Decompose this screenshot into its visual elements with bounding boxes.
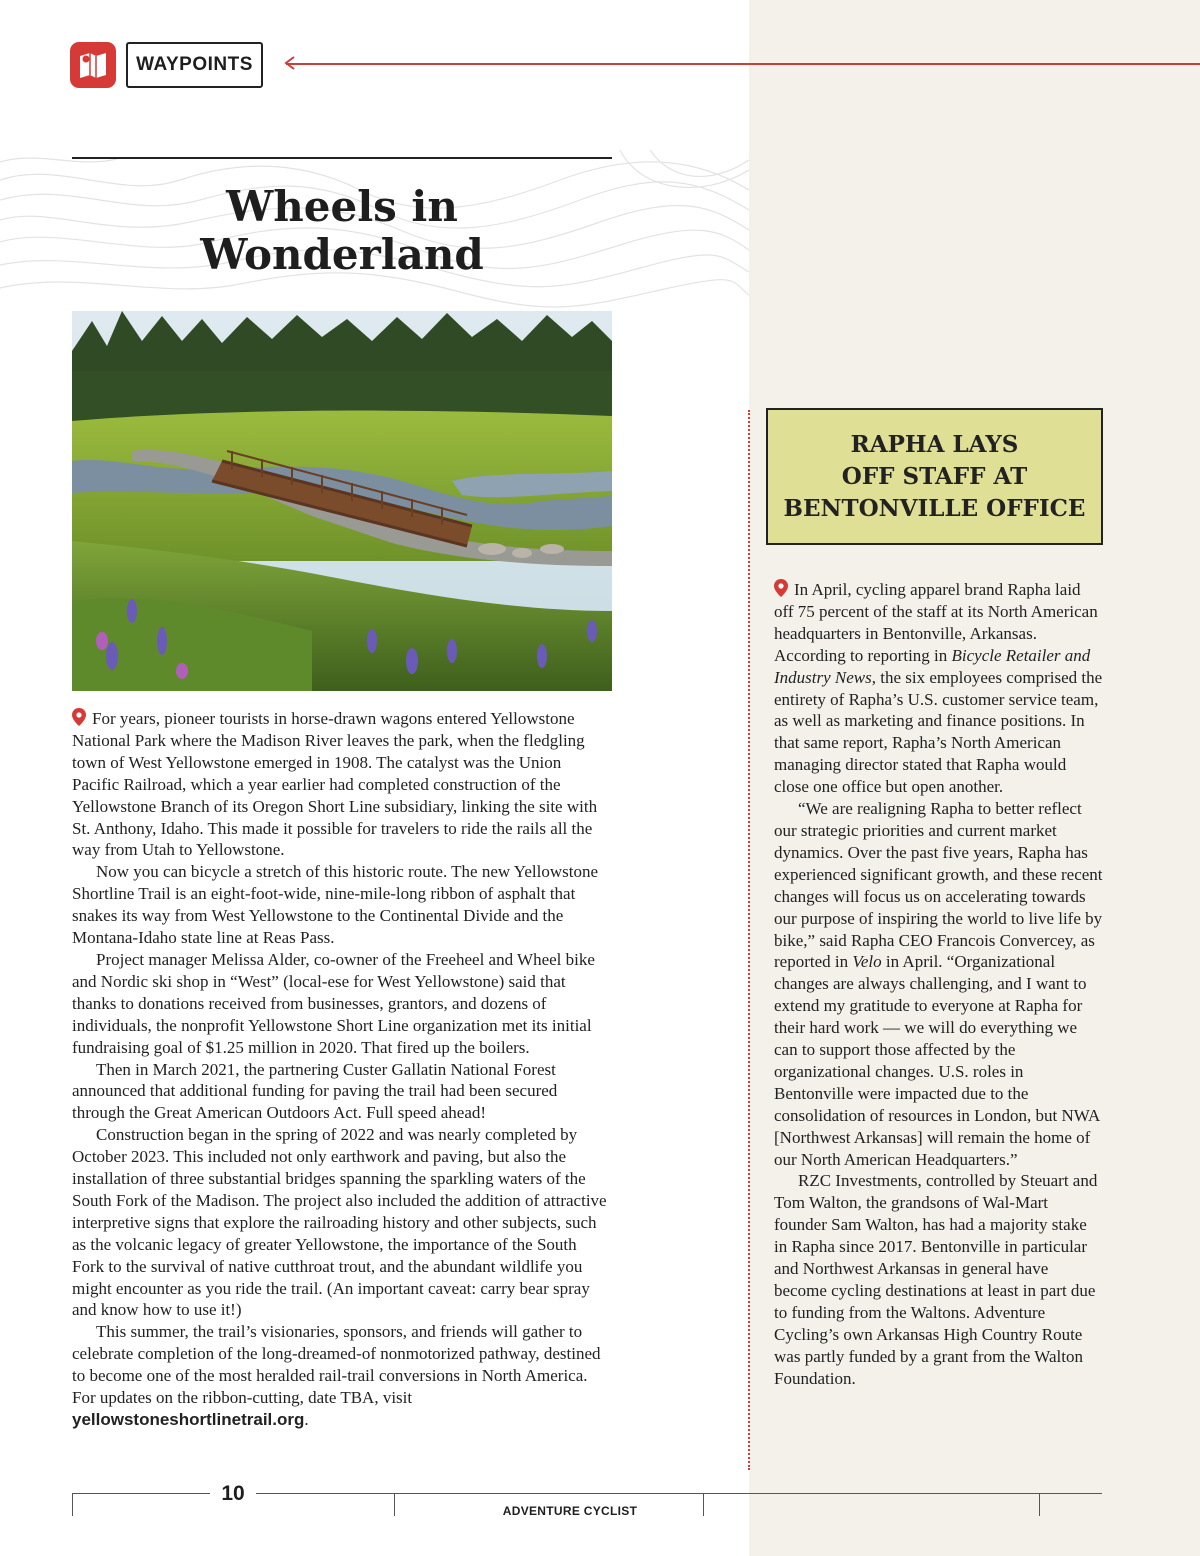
- location-pin-icon: [72, 708, 86, 726]
- sidebar-paragraph-2: [774, 798, 1104, 1170]
- title-rule: [72, 157, 612, 159]
- sidebar-divider: [748, 410, 750, 1470]
- article-paragraph-1: [72, 708, 612, 861]
- article-paragraph-5: Construction began in the spring of 2022 and was nearly completed by October 2023. This included not only earthwork and paving, but also the installation of three substantial bridges spanning the sparkling waters of the South Fork of the Madison. The project also included the addition of attractive interpretive signs that explore the railroading history and other subjects, such as the volcanic legacy of greater Yellowstone, the importance of the South Fork to the survival of native cutthroat trout, and the abundant wildlife you might encounter as you ride the trail. (An important caveat: carry bear spray and know how to use it!): [72, 1125, 607, 1320]
- sidebar-p1-b: , the six employees comprised the entirety of Rapha’s U.S. customer service team, as well as marketing and finance positions. In that same report, Rapha’s North American managing director stated that Rapha would close one office but open another.: [774, 667, 1103, 797]
- sidebar-body: [774, 579, 1104, 1390]
- map-book-icon: [70, 42, 116, 88]
- sidebar-headline-box: [766, 408, 1103, 545]
- footer-tick: [703, 1493, 704, 1516]
- link-trailing: .: [304, 1410, 309, 1429]
- location-pin-icon: [774, 579, 788, 597]
- bridge-over-river-photo: [72, 311, 612, 691]
- sidebar-paragraph-3: RZC Investments, controlled by Steuart and Tom Walton, the grandsons of Wal-Mart founder Sam Walton, has had a majority stake in Rapha since 2017. Bentonville in particular and Northwest Arkansas in general have become cycling destinations at least in part due to funding from the Waltons. Adventure Cycling’s own Arkansas High Country Route was partly funded by a grant from the Walton Foundation.: [774, 1171, 1098, 1388]
- article-paragraph-1-text: For years, pioneer tourists in horse-drawn wagons entered Yellowstone National Park where the Madison River leaves the park, when the fledgling town of West Yellowstone emerged in 1908. The catalyst was the Union Pacific Railroad, which a year earlier had completed construction of the Yellowstone Branch of its Oregon Short Line subsidiary, linking the site with St. Anthony, Idaho. This made it possible for travelers to ride the rails all the way from Utah to Yellowstone.: [72, 709, 598, 860]
- magazine-name: ADVENTURE CYCLIST: [502, 1504, 638, 1518]
- title-line-2: Wonderland: [200, 230, 484, 279]
- headline-line-3: BENTONVILLE OFFICE: [783, 494, 1086, 522]
- article-title: [72, 183, 612, 279]
- sidebar-p2-a: “We are realigning Rapha to better reflect our strategic priorities and current market dynamics. Over the past five years, Rapha has experienced significant growth, and these recent changes will focus us on accelerating towards our purpose of inspiring the world to live life by bike,” said Rapha CEO Francois Convercey, as reported in: [774, 799, 1103, 972]
- sidebar-p2-italic: Velo: [852, 952, 882, 972]
- arrow-left-icon: [282, 56, 296, 70]
- article-paragraph-6-text: This summer, the trail’s visionaries, sponsors, and friends will gather to celebrate completion of the long-dreamed-of nonmotorized pathway, destined to become one of the most heralded rail-trail conversions in North America. For updates on the ribbon-cutting, date TBA, visit: [72, 1322, 601, 1408]
- footer-tick: [72, 1493, 73, 1516]
- section-tag: WAYPOINTS: [126, 42, 263, 88]
- sidebar-headline: [784, 429, 1086, 525]
- article-paragraph-3: Project manager Melissa Alder, co-owner of the Freeheel and Wheel bike and Nordic ski shop in “West” (local-ese for West Yellowstone) said that thanks to donations received from businesses, grantors, and dozens of individuals, the nonprofit Yellowstone Short Line organization met its initial fundraising goal of $1.25 million in 2020. That fired up the boilers.: [72, 949, 595, 1057]
- title-line-1: Wheels in: [226, 182, 458, 231]
- headline-line-2: OFF STAFF AT: [841, 462, 1028, 490]
- sidebar-p1-italic: Bicycle Retailer and Industry News: [774, 645, 1091, 687]
- sidebar-paragraph-1: [774, 579, 1104, 798]
- article-paragraph-4: Then in March 2021, the partnering Custer Gallatin National Forest announced that additional funding for paving the trail had been secured through the Great American Outdoors Act. Full speed ahead!: [72, 1059, 558, 1123]
- footer-tick: [394, 1493, 395, 1516]
- page-number: 10: [210, 1482, 256, 1508]
- headline-line-1: RAPHA LAYS: [850, 430, 1019, 458]
- trail-website-link[interactable]: yellowstoneshortlinetrail.org: [72, 1410, 305, 1429]
- article-body: [72, 708, 612, 1431]
- article-paragraph-2: Now you can bicycle a stretch of this historic route. The new Yellowstone Shortline Trail is an eight-foot-wide, nine-mile-long ribbon of asphalt that snakes its way from West Yellowstone to the Continental Divide and the Montana-Idaho state line at Reas Pass.: [72, 862, 599, 948]
- article-paragraph-6: [72, 1321, 612, 1431]
- sidebar-p1-a: In April, cycling apparel brand Rapha laid off 75 percent of the staff at its North American headquarters in Bentonville, Arkansas. According to reporting in: [774, 580, 1098, 665]
- footer-tick: [1039, 1493, 1040, 1516]
- sidebar-p2-b: in April. “Organizational changes are always challenging, and I want to extend my gratitude to everyone at Rapha for their hard work — we will do everything we can to support those affected by the organizational changes. U.S. roles in Bentonville were impacted due to the consolidation of resources in London, but NWA [Northwest Arkansas] will remain the home of our North American Headquarters.”: [774, 952, 1100, 1169]
- header-rule: [286, 63, 1200, 65]
